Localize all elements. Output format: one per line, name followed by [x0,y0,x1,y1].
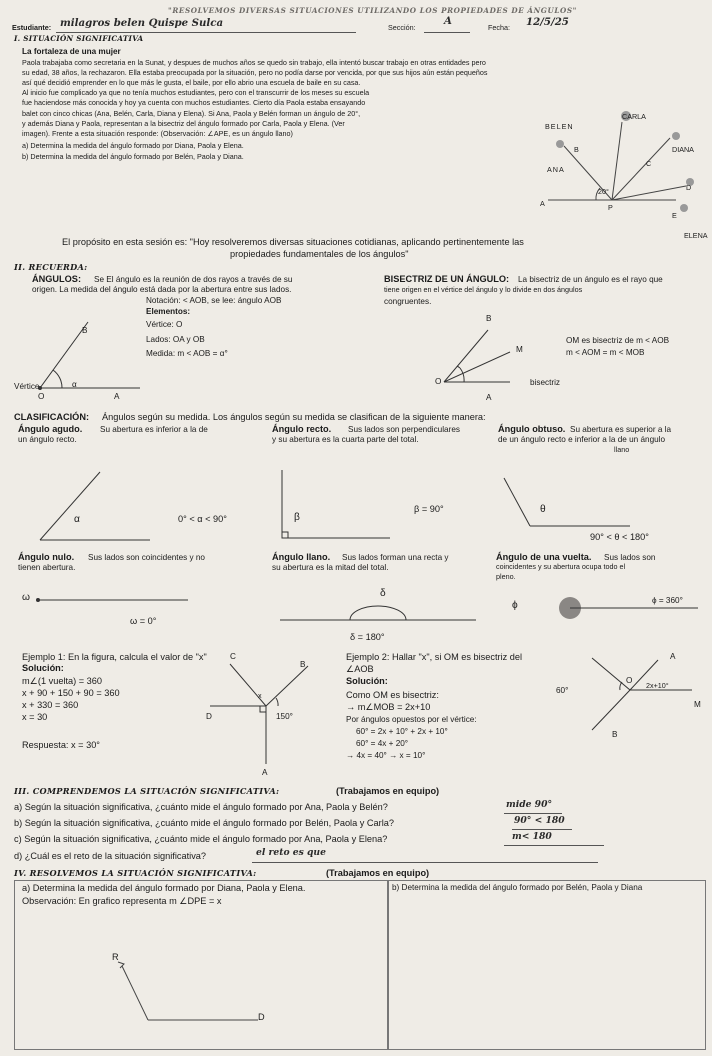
elementos: Elementos: [146,307,191,316]
bisectriz-title: BISECTRIZ DE UN ÁNGULO: [384,274,510,284]
bisectriz-line-1: La bisectriz de un ángulo es el rayo que [518,275,663,284]
fig-b: B [82,326,88,335]
fig-label-c: C [646,159,652,168]
date-label: Fecha: [488,23,510,32]
situation-line-3: así qué decidió emprender en lo que más le gusta, el baile, por ello abrio una escuela de baile en su casa. [22,78,361,87]
bis-fig-b: B [486,314,492,323]
fig-label-a: A [540,199,545,208]
situation-question-a: a) Determina la medida del ángulo formado por Diana, Paola y Elena. [22,141,244,150]
section-4-note: (Trabajamos en equipo) [326,868,430,878]
example-2-line-6: 60° = 2x + 10° + 2x + 10° [356,727,448,736]
worksheet-title: "RESOLVEMOS DIVERSAS SITUACIONES UTILIZANDO LOS PROPIEDADES DE ÁNGULOS" [168,6,578,15]
situation-question-b: b) Determina la medida del ángulo formado por Belén, Paola y Diana. [22,152,244,161]
section-2-title: II. RECUERDA: [14,262,88,272]
example-1-solution-label: Solución: [22,663,64,673]
example-2-line-7: 60° = 4x + 20° [356,739,409,748]
e2-fig-a: A [670,652,676,661]
bis-fig-o: O [435,377,442,386]
angle-aob-figure [40,318,150,398]
classification-title: CLASIFICACIÓN: [14,412,90,422]
purpose-line-2: propiedades fundamentales de los ángulos" [230,249,409,259]
example-1-figure [210,660,330,770]
comprendemos-answer-c[interactable]: m< 180 [512,831,552,842]
fig-label-belen: BELEN [545,122,574,131]
resolvemos-fig-d: D [258,1012,265,1022]
e2-fig-b: B [612,730,618,739]
agudo-range: 0° < α < 90° [178,514,227,524]
e2-fig-expr: 2x+10° [646,681,669,690]
vuelta-value: ϕ = 360° [652,596,683,605]
resolvemos-observation: Observación: En grafico representa m ∠DPE = x [22,896,222,906]
fig-label-d: D [686,183,692,192]
fig-label-angle: 20° [598,187,609,196]
llano-value: δ = 180° [350,632,385,642]
fig-label-e: E [672,211,677,220]
example-2-line-3: Como OM es bisectriz: [346,690,439,700]
notacion: Notación: < AOB, se lee: ángulo AOB [146,296,282,305]
nulo-desc-1: Sus lados son coincidentes y no [88,553,205,562]
nulo-figure [38,596,198,606]
example-2-line-8: → 4x = 40° → x = 10° [346,751,426,760]
llano-desc-1: Sus lados forman una recta y [342,553,449,562]
e1-fig-deg: 150° [276,712,293,721]
resolvemos-fig-r: R [112,952,119,962]
example-2-solution-label: Solución: [346,676,388,686]
student-label: Estudiante: [12,23,52,32]
obtuso-symbol: θ [540,504,546,515]
situation-line-8: imagen). Frente a esta situación responde: (Observación: ∠APE, es un ángulo llano) [22,129,293,138]
bisectriz-note-1: OM es bisectriz de m < AOB [566,336,670,345]
vuelta-desc-3: pleno. [496,572,516,581]
lados: Lados: OA y OB [146,335,205,344]
recto-value: β = 90° [414,504,444,514]
angulos-line-2: origen. La medida del ángulo está dada por la abertura entre sus lados. [32,285,292,294]
situation-line-7: y además Diana y Paola, representan a la bisectriz del ángulo formado por Carla, Paola y Elena. (Ver [22,119,345,128]
agudo-desc-1: Su abertura es inferior a la de [100,425,208,434]
section-value: A [444,15,452,27]
example-2-line-5: Por ángulos opuestos por el vértice: [346,715,477,724]
angulos-title: ÁNGULOS: [32,274,81,284]
agudo-symbol: α [74,514,80,525]
agudo-figure [40,470,160,550]
section-label: Sección: [388,23,416,32]
classification-title-rest: Ángulos según su medida. Los ángulos según su medida se clasifican de la siguiente manera: [102,412,486,422]
example-2-figure [562,650,702,740]
bisector-figure [430,320,540,400]
situation-heading: La fortaleza de una mujer [22,47,121,56]
e1-fig-b: B [300,660,306,669]
section-underline [424,32,470,33]
e1-fig-d: D [206,712,212,721]
vuelta-title: Ángulo de una vuelta. [496,552,592,562]
llano-title: Ángulo llano. [272,552,331,562]
comprendemos-q-b: b) Según la situación significativa, ¿cuánto mide el ángulo formado por Belén, Paola y Carla? [14,818,394,828]
fig-alpha: α [72,380,77,389]
student-underline [56,32,356,33]
comprendemos-answer-a[interactable]: mide 90° [506,799,553,810]
example-1-title: Ejemplo 1: En la figura, calcula el valor de "x" [22,652,207,662]
dancers-figure [500,100,700,230]
nulo-symbol: ω [22,592,30,603]
recto-symbol: β [294,512,300,523]
resolvemos-box-b[interactable] [388,880,706,1050]
fig-label-b: B [574,145,579,154]
date-value: 12/5/25 [526,16,569,28]
situation-line-6: balet con cinco chicas (Ana, Belén, Carla, Diana y Elena). Si Ana, Paola y Belén forman un ángulo de 20°, [22,109,361,118]
vertice: Vértice: O [146,320,183,329]
example-1-line-3: x + 330 = 360 [22,700,79,710]
fig-label-diana: DIANA [672,145,694,154]
obtuso-range: 90° < θ < 180° [590,532,649,542]
e2-fig-m: M [694,700,701,709]
fig-label-elena: ELENA [684,231,708,240]
fig-label-carla: CARLA [622,112,646,121]
vuelta-symbol: ϕ [512,600,518,611]
medida: Medida: m < AOB = α° [146,349,228,358]
situation-line-1: Paola trabajaba como secretaria en la Sunat, y despues de muchos años se quedo sin trabajo, ella intentó buscar trabajo en otras entidades pero [22,58,486,67]
answer-d-line [252,862,598,863]
llano-figure [280,606,480,632]
bisectriz-note-2: m < AOM = m < MOB [566,348,645,357]
section-3-note: (Trabajamos en equipo) [336,786,440,796]
student-name: milagros belen Quispe Sulca [60,17,224,29]
example-1-line-2: x + 90 + 150 + 90 = 360 [22,688,120,698]
angulos-line-1: Se El ángulo es la reunión de dos rayos a través de su [94,275,293,284]
resolvemos-b: b) Determina la medida del ángulo formado por Belén, Paola y Diana [392,883,643,892]
comprendemos-answer-d[interactable]: el reto es que [256,847,326,858]
fig-label-p: P [608,203,613,212]
recto-title: Ángulo recto. [272,424,332,434]
example-1-line-1: m∠(1 vuelta) = 360 [22,676,102,686]
situation-line-4: Al inicio fue complicado ya que no tenía muchos estudiantes, pero con el transcurrir de los meses su escuela [22,88,370,97]
nulo-value: ω = 0° [130,616,157,626]
e1-fig-a: A [262,768,268,777]
e2-fig-deg: 60° [556,686,569,695]
fig-o: O [38,392,45,401]
vuelta-desc-1: Sus lados son [604,553,656,562]
bisectriz-line-3: congruentes. [384,297,432,306]
nulo-title: Ángulo nulo. [18,552,75,562]
fig-a: A [114,392,120,401]
obtuso-figure [500,476,640,536]
section-4-title: IV. RESOLVEMOS LA SITUACIÓN SIGNIFICATIVA: [14,868,257,878]
bisectriz-line-2: tiene origen en el vértice del ángulo y lo divide en dos ángulos [384,285,583,294]
section-3-title: III. COMPRENDEMOS LA SITUACIÓN SIGNIFICATIVA: [14,786,280,796]
bis-fig-a: A [486,393,492,402]
obtuso-desc-2: de un ángulo recto e inferior a la de un ángulo [498,435,666,444]
example-2-title: Ejemplo 2: Hallar "x", si OM es bisectriz del [346,652,523,662]
e2-fig-o: O [626,676,633,685]
answer-a-line [504,813,562,814]
bis-fig-label: bisectriz [530,378,561,387]
section-1-title: I. SITUACIÓN SIGNIFICATIVA [14,34,144,43]
fig-label-ana: ANA [547,165,565,174]
e1-fig-c: C [230,652,236,661]
comprendemos-q-c: c) Según la situación significativa, ¿cuánto mide el ángulo formado por Ana, Paola y Elena? [14,834,388,844]
resolvemos-figure [108,950,268,1030]
obtuso-desc-3: llano [614,445,630,454]
example-1-answer: Respuesta: x = 30° [22,740,100,750]
e1-fig-x: x [258,691,262,700]
comprendemos-q-d: d) ¿Cuál es el reto de la situación significativa? [14,851,207,861]
agudo-title: Ángulo agudo. [18,424,83,434]
example-1-line-4: x = 30 [22,712,48,722]
situation-line-2: su edad, 38 años, la rechazaron. Ella estaba preocupada por la situación, pero no podía darse por vencida, por que sus hijos aún están pequeños [22,68,488,77]
answer-b-line [512,829,572,830]
nulo-desc-2: tienen abertura. [18,563,76,572]
bis-fig-m: M [516,345,523,354]
obtuso-desc-1: Su abertura es superior a la [570,425,672,434]
recto-figure [280,470,400,550]
situation-line-5: fue haciendose más conocida y hoy ya cuenta con muchos estudiantes. Cierto día Paola estaba ensayando [22,98,366,107]
llano-symbol: δ [380,588,386,599]
recto-desc-2: y su abertura es la cuarta parte del total. [272,435,419,444]
fig-vertice: Vértice [14,382,40,391]
llano-desc-2: su abertura es la mitad del total. [272,563,389,572]
resolvemos-a: a) Determina la medida del ángulo formado por Diana, Paola y Elena. [22,883,306,893]
example-2-line-2: ∠AOB [346,664,374,674]
comprendemos-answer-b[interactable]: 90° < 180 [514,815,565,826]
answer-c-line [504,845,604,846]
obtuso-title: Ángulo obtuso. [498,424,566,434]
comprendemos-q-a: a) Según la situación significativa, ¿cuánto mide el ángulo formado por Ana, Paola y Belén? [14,802,388,812]
agudo-desc-2: un ángulo recto. [18,435,77,444]
purpose-line-1: El propósito en esta sesión es: "Hoy resolveremos diversas situaciones cotidianas, aplicando pertinentemente las [62,237,524,247]
vuelta-desc-2: coincidentes y su abertura ocupa todo el [496,562,626,571]
example-2-line-4: → m∠MOB = 2x+10 [346,702,431,712]
recto-desc-1: Sus lados son perpendiculares [348,425,460,434]
